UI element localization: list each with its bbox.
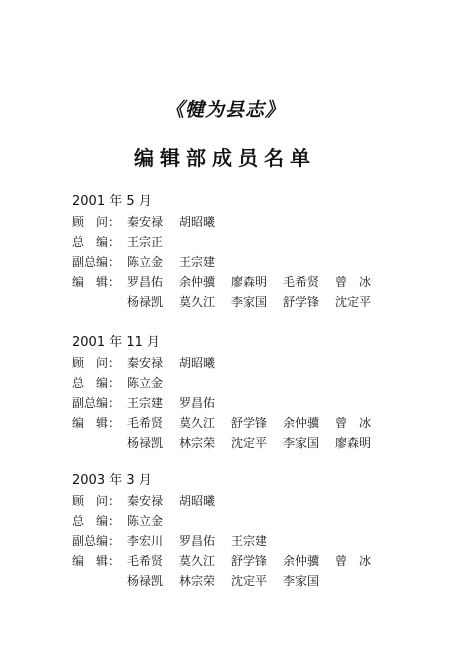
member-name: 胡昭曦 bbox=[179, 494, 216, 508]
member-name: 李家国 bbox=[283, 574, 320, 588]
role-label: 总 编： bbox=[72, 376, 121, 390]
member-names bbox=[127, 272, 375, 292]
section-date: 2001 年 5 月 bbox=[72, 194, 152, 209]
member-name: 林宗荣 bbox=[179, 574, 216, 588]
member-name: 罗昌佑 bbox=[127, 275, 164, 289]
member-row bbox=[72, 252, 402, 272]
member-name: 沈定平 bbox=[231, 436, 268, 450]
member-row bbox=[72, 571, 402, 591]
member-name: 廖森明 bbox=[231, 275, 268, 289]
member-name: 沈定平 bbox=[335, 295, 372, 309]
member-row bbox=[72, 491, 402, 511]
document-title: 编辑部成员名单 bbox=[134, 146, 316, 170]
member-names bbox=[127, 252, 231, 272]
member-name: 曾 冰 bbox=[335, 275, 372, 289]
member-names bbox=[127, 551, 375, 571]
member-row bbox=[72, 433, 402, 453]
member-name: 莫久江 bbox=[179, 416, 216, 430]
member-name: 李宏川 bbox=[127, 534, 164, 548]
member-name: 莫久江 bbox=[179, 554, 216, 568]
member-row bbox=[72, 212, 402, 232]
member-name: 杨禄凯 bbox=[127, 436, 164, 450]
member-row bbox=[72, 413, 402, 433]
role-label: 编 辑： bbox=[72, 416, 121, 430]
member-name: 沈定平 bbox=[231, 574, 268, 588]
member-name: 曾 冰 bbox=[335, 554, 372, 568]
member-name: 陈立金 bbox=[127, 514, 164, 528]
book-title: 《犍为县志》 bbox=[164, 99, 285, 121]
member-name: 秦安禄 bbox=[127, 494, 164, 508]
role-label: 总 编： bbox=[72, 514, 121, 528]
member-name: 王宗建 bbox=[127, 396, 164, 410]
role-label: 顾 问： bbox=[72, 356, 121, 370]
member-names bbox=[127, 353, 231, 373]
member-row bbox=[72, 393, 402, 413]
member-row bbox=[72, 373, 402, 393]
member-row bbox=[72, 511, 402, 531]
member-name: 舒学锋 bbox=[231, 416, 268, 430]
member-names bbox=[127, 292, 375, 312]
member-name: 舒学锋 bbox=[283, 295, 320, 309]
member-name: 胡昭曦 bbox=[179, 215, 216, 229]
member-name: 毛希贤 bbox=[283, 275, 320, 289]
role-label: 编 辑： bbox=[72, 554, 121, 568]
section-2001-05 bbox=[72, 192, 402, 312]
member-name: 王宗正 bbox=[127, 235, 164, 249]
member-name: 罗昌佑 bbox=[179, 534, 216, 548]
member-names bbox=[127, 531, 283, 551]
member-name: 舒学锋 bbox=[231, 554, 268, 568]
member-names bbox=[127, 232, 179, 252]
member-name: 余仲骥 bbox=[283, 554, 320, 568]
member-name: 胡昭曦 bbox=[179, 356, 216, 370]
role-label: 副总编： bbox=[72, 255, 121, 269]
member-name: 毛希贤 bbox=[127, 554, 164, 568]
member-name: 林宗荣 bbox=[179, 436, 216, 450]
section-date: 2001 年 11 月 bbox=[72, 335, 161, 350]
member-name: 余仲骥 bbox=[179, 275, 216, 289]
member-row bbox=[72, 551, 402, 571]
section-2001-11 bbox=[72, 333, 402, 453]
member-names bbox=[127, 212, 231, 232]
member-name: 余仲骥 bbox=[283, 416, 320, 430]
member-row bbox=[72, 531, 402, 551]
member-names bbox=[127, 571, 335, 591]
member-name: 杨禄凯 bbox=[127, 295, 164, 309]
member-names bbox=[127, 373, 179, 393]
member-name: 陈立金 bbox=[127, 255, 164, 269]
role-label: 顾 问： bbox=[72, 215, 121, 229]
member-name: 王宗建 bbox=[231, 534, 268, 548]
role-label: 编 辑： bbox=[72, 275, 121, 289]
member-name: 毛希贤 bbox=[127, 416, 164, 430]
member-row bbox=[72, 292, 402, 312]
member-names bbox=[127, 413, 375, 433]
role-label: 总 编： bbox=[72, 235, 121, 249]
member-row bbox=[72, 232, 402, 252]
member-name: 莫久江 bbox=[179, 295, 216, 309]
member-row bbox=[72, 272, 402, 292]
member-name: 陈立金 bbox=[127, 376, 164, 390]
role-label: 副总编： bbox=[72, 534, 121, 548]
member-names bbox=[127, 491, 231, 511]
member-name: 王宗建 bbox=[179, 255, 216, 269]
member-name: 杨禄凯 bbox=[127, 574, 164, 588]
member-name: 李家国 bbox=[283, 436, 320, 450]
role-label: 副总编： bbox=[72, 396, 121, 410]
member-names bbox=[127, 433, 375, 453]
member-row bbox=[72, 353, 402, 373]
section-2003-03 bbox=[72, 471, 402, 591]
section-date: 2003 年 3 月 bbox=[72, 473, 152, 488]
member-name: 秦安禄 bbox=[127, 215, 164, 229]
member-name: 廖森明 bbox=[335, 436, 372, 450]
member-names bbox=[127, 393, 231, 413]
member-name: 秦安禄 bbox=[127, 356, 164, 370]
role-label: 顾 问： bbox=[72, 494, 121, 508]
member-name: 李家国 bbox=[231, 295, 268, 309]
member-name: 曾 冰 bbox=[335, 416, 372, 430]
member-names bbox=[127, 511, 179, 531]
member-name: 罗昌佑 bbox=[179, 396, 216, 410]
